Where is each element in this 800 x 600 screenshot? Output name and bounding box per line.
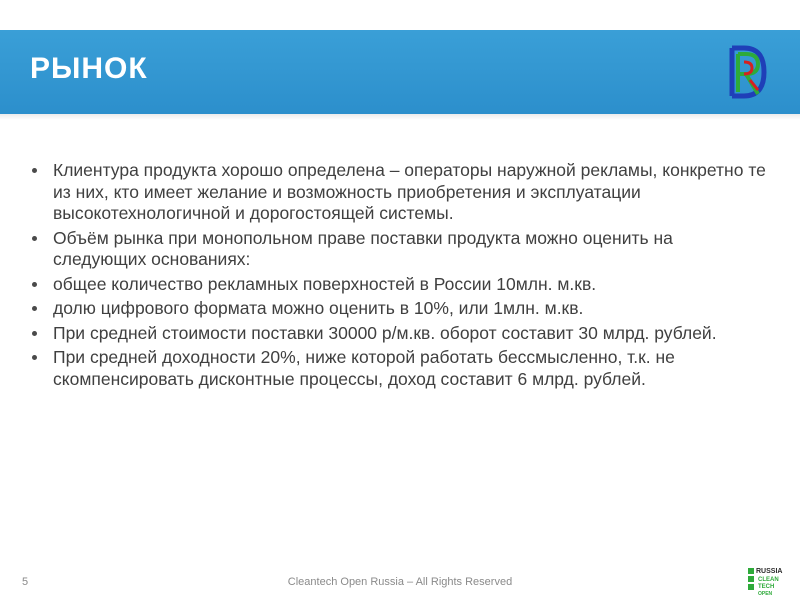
bullet-dot — [32, 355, 37, 360]
bullet-item: Клиентура продукта хорошо определена – операторы наружной рекламы, конкретно те из них, кто имеет желание и возможность приобретения и эксплуатации высокотехнологичной и дорогостоящей системы. — [30, 160, 770, 225]
bullet-item: долю цифрового формата можно оценить в 10%, или 1млн. м.кв. — [30, 298, 770, 320]
bullet-dot — [32, 168, 37, 173]
bullet-dot — [32, 306, 37, 311]
dr-monogram-logo — [724, 40, 772, 104]
footer-logo-russia: RUSSIA — [756, 568, 783, 575]
bullet-item: общее количество рекламных поверхностей в России 10млн. м.кв. — [30, 274, 770, 296]
bullet-item: При средней доходности 20%, ниже которой работать бессмысленно, т.к. не скомпенсировать дисконтные процессы, доход составит 6 млрд. рублей. — [30, 347, 770, 390]
page-number: 5 — [22, 576, 29, 588]
slide-title: РЫНОК — [30, 52, 148, 85]
footer-logo-open: OPEN — [758, 591, 773, 597]
footer-logo-clean: CLEAN — [758, 577, 779, 583]
title-bar-shadow — [0, 114, 800, 120]
footer-logo-tech: TECH — [758, 584, 775, 590]
bullet-dot — [32, 282, 37, 287]
bullet-item: Объём рынка при монопольном праве поставки продукта можно оценить на следующих основаниях: — [30, 228, 770, 271]
cleantech-open-russia-logo — [748, 564, 794, 598]
footer-copyright: Cleantech Open Russia – All Rights Reserved — [287, 576, 513, 588]
bullet-list — [30, 160, 770, 393]
bullet-item: При средней стоимости поставки 30000 р/м.кв. оборот составит 30 млрд. рублей. — [30, 323, 770, 345]
bullet-dot — [32, 331, 37, 336]
bullet-dot — [32, 236, 37, 241]
